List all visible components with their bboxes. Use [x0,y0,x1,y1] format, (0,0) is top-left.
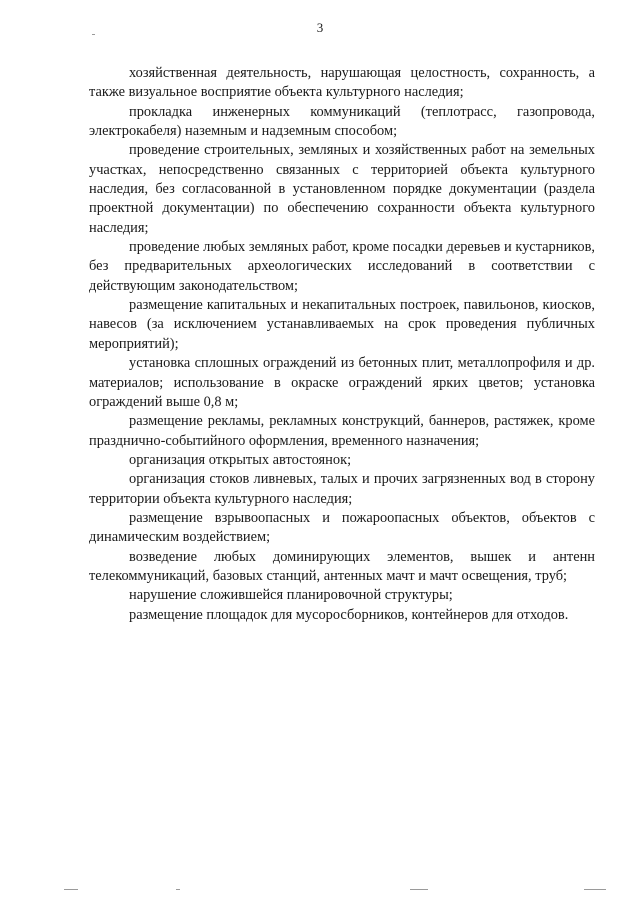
page-number: 3 [316,20,324,35]
scan-speck [64,889,78,890]
restrictions-list [89,64,595,625]
scan-speck [176,889,180,890]
paragraph-7: размещение рекламы, рекламных конструкций, баннеров, растяжек, кроме празднично-событийного оформления, временного назначения; [89,413,595,449]
scan-speck [410,889,428,890]
paragraph-12: нарушение сложившейся планировочной структуры; [129,587,453,604]
paragraph-10: размещение взрывоопасных и пожароопасных объектов, объектов с динамическим воздействием; [89,509,595,546]
paragraph-1: хозяйственная деятельность, нарушающая целостность, сохранность, а также визуальное восприятие объекта культурного наследия; [89,65,595,101]
paragraph-5: размещение капитальных и некапитальных построек, павильонов, киосков, навесов (за исключением устанавливаемых на срок проведения публичных мероприятий); [89,297,595,352]
paragraph-3: проведение строительных, земляных и хозяйственных работ на земельных участках, непосредственно связанных с территорией объекта культурного наследия, без согласованной в установленном порядке документации (раздела проектной документации) по обеспечению сохранности объекта культурного наследия; [89,142,595,236]
scan-speck [584,889,606,890]
paragraph-6: установка сплошных ограждений из бетонных плит, металлопрофиля и др. материалов; использование в окраске ограждений ярких цветов; установка ограждений выше 0,8 м; [89,355,595,410]
paragraph-2: прокладка инженерных коммуникаций (теплотрасс, газопровода, электрокабеля) наземным и надземным способом; [89,103,595,140]
scan-speck [92,34,95,35]
paragraph-8: организация открытых автостоянок; [129,451,352,468]
paragraph-4: проведение любых земляных работ, кроме посадки деревьев и кустарников, без предварительных археологических исследований в соответствии с действующим законодательством; [89,239,595,294]
paragraph-11: возведение любых доминирующих элементов, вышек и антенн телекоммуникаций, базовых станций, антенных мачт и мачт освещения, труб; [89,548,595,584]
paragraph-9: организация стоков ливневых, талых и прочих загрязненных вод в сторону территории объекта культурного наследия; [89,471,595,507]
paragraph-13: размещение площадок для мусоросборников, контейнеров для отходов. [129,606,569,623]
